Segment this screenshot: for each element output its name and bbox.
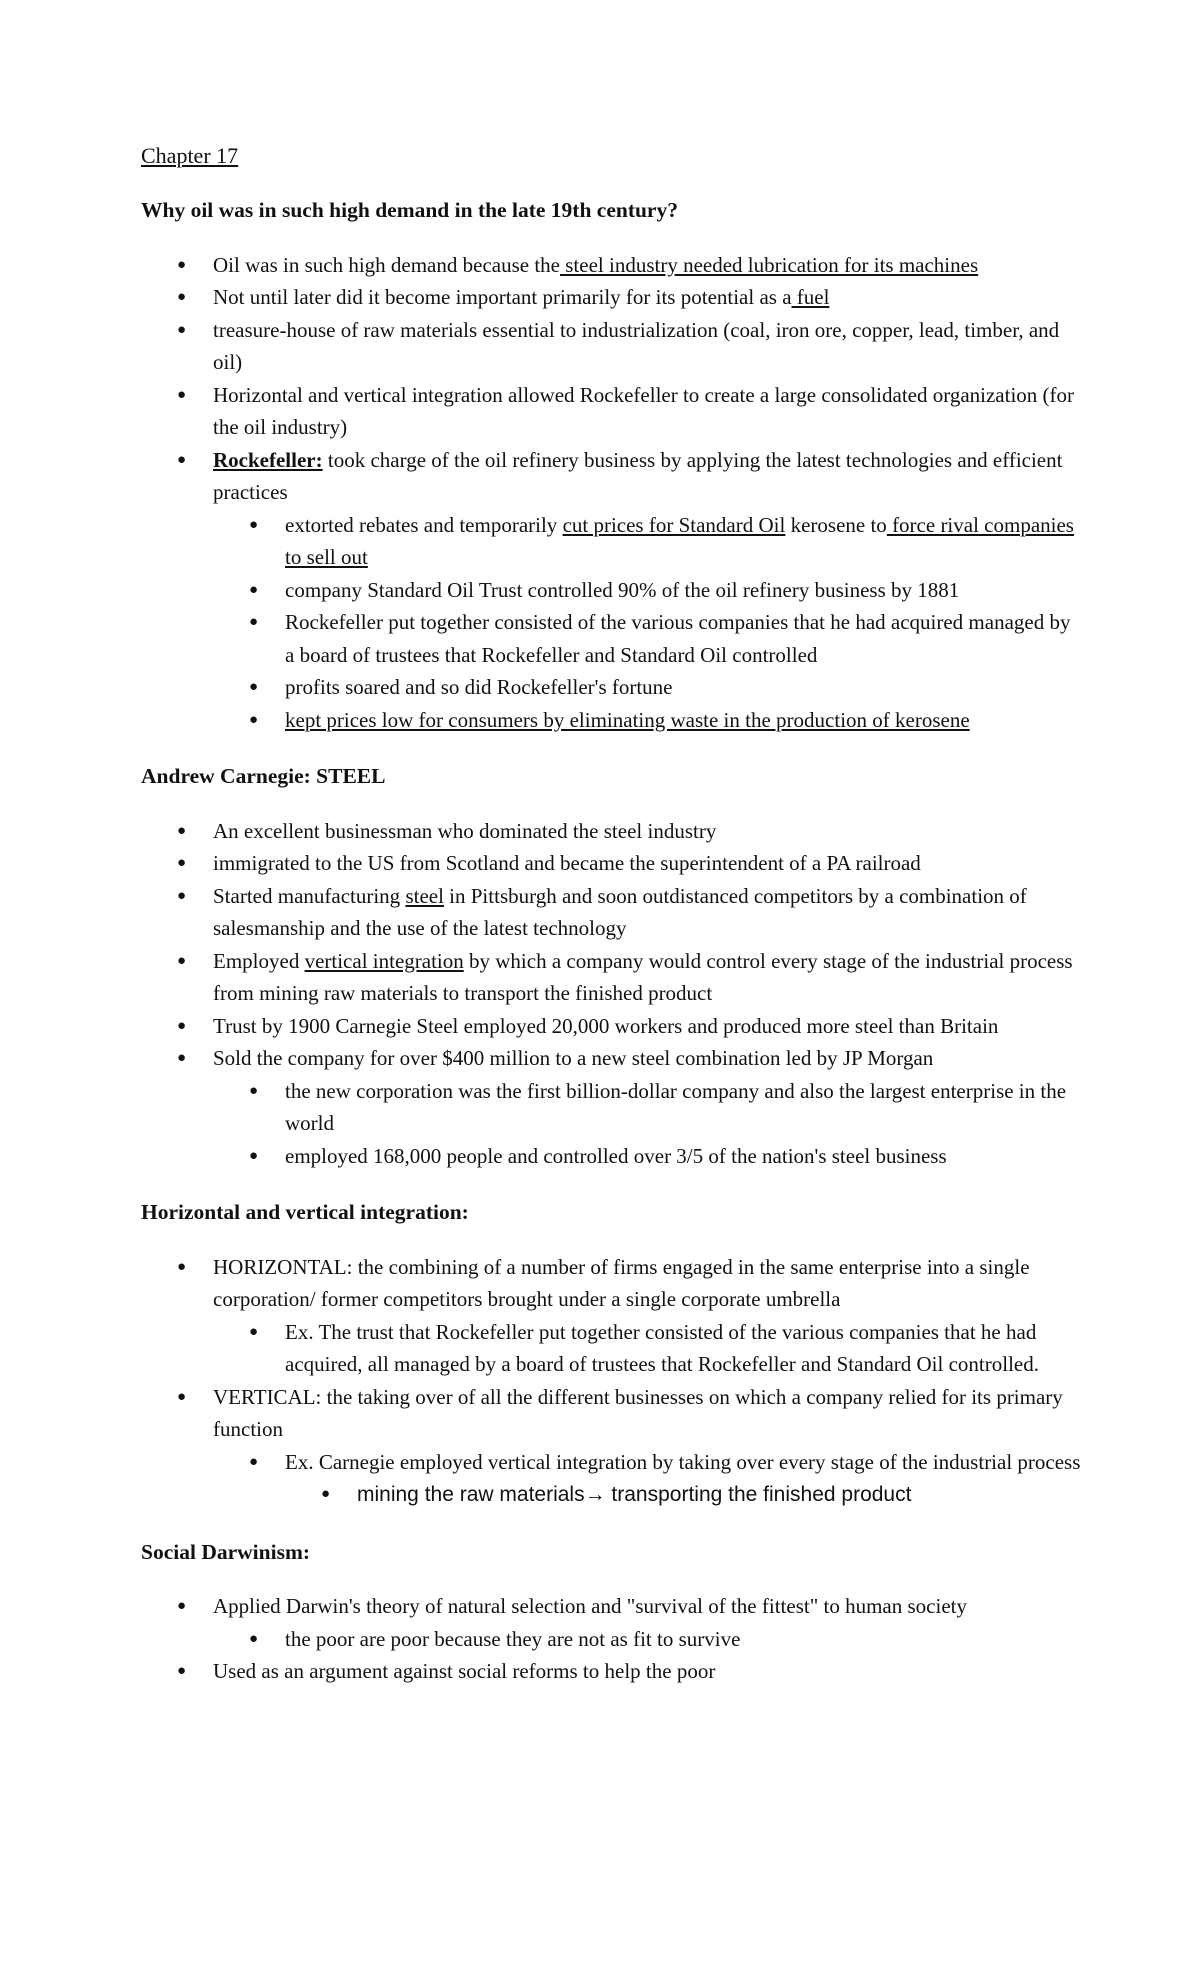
list-item: ● HORIZONTAL: the combining of a number of firms engaged in the same enterprise into a single corporation/ former competitors brought under a single corporate umbrella ● Ex. The trust that Rockefeller put together consisted of the various companies that he had acquired, all managed by a board of trustees that Rockefeller and Standard Oil controlled. [141, 1251, 1081, 1381]
list-item: ● Employed vertical integration by which a company would control every stage of the industrial process from mining raw materials to transport the finished product [141, 945, 1081, 1010]
list-item: ● Sold the company for over $400 million to a new steel combination led by JP Morgan ● the new corporation was the first billion-dollar company and also the largest enterprise in the world ● employed 168,000 people and controlled over 3/5 of the nation's steel business [141, 1042, 1081, 1172]
list-item: ● profits soared and so did Rockefeller's fortune [213, 671, 1081, 704]
list-item: ● the poor are poor because they are not as fit to survive [213, 1623, 1081, 1656]
section-heading-integration: Horizontal and vertical integration: [141, 1200, 469, 1224]
bullet-icon: ● [177, 855, 187, 871]
list-item: ● Rockefeller: took charge of the oil refinery business by applying the latest technologies and efficient practices ● extorted rebates and temporarily cut prices for Standard Oil kerosene to force rival companies to sell out ● company Standard Oil Trust controlled 90% of the oil refinery business by 1881 ● Rockefeller put together consisted of the various companies that he had acquired managed by a board of trustees that Rockefeller and Standard Oil controlled ● profits soared and so did Rockefeller's fortune ● kept prices low for consumers by eliminating waste in the production of kerosene [141, 444, 1081, 737]
list-item: ● Started manufacturing steel in Pittsburgh and soon outdistanced competitors by a combination of salesmanship and the use of the latest technology [141, 880, 1081, 945]
rockefeller-label: Rockefeller: [213, 447, 323, 472]
section-heading-carnegie: Andrew Carnegie: STEEL [141, 764, 386, 788]
bullet-icon: ● [321, 1486, 331, 1502]
bullet-icon: ● [249, 679, 259, 695]
bullet-icon: ● [249, 1082, 259, 1099]
bullet-icon: ● [177, 256, 187, 273]
bullet-icon: ● [177, 451, 187, 468]
bullet-icon: ● [177, 1598, 187, 1614]
darwinism-list [141, 1590, 1081, 1688]
bullet-icon: ● [249, 1147, 259, 1164]
bullet-icon: ● [249, 614, 259, 630]
list-item: ● VERTICAL: the taking over of all the different businesses on which a company relied for its primary function ● Ex. Carnegie employed vertical integration by taking over every stage of the industrial process ● mining the raw materials→ transporting the finished product [141, 1381, 1081, 1512]
list-item: ● Ex. Carnegie employed vertical integration by taking over every stage of the industrial process ● mining the raw materials→ transporting the finished product [213, 1446, 1081, 1512]
bullet-icon: ● [177, 1258, 187, 1275]
document-page [141, 140, 1081, 1688]
vertical-sublist [141, 1446, 1081, 1512]
list-item: ● Used as an argument against social reforms to help the poor [141, 1655, 1081, 1688]
bullet-icon: ● [177, 822, 187, 839]
bullet-icon: ● [249, 1323, 259, 1340]
list-item: ● Rockefeller put together consisted of the various companies that he had acquired managed by a board of trustees that Rockefeller and Standard Oil controlled [213, 606, 1081, 671]
bullet-icon: ● [177, 289, 187, 305]
carnegie-list [141, 815, 1081, 1173]
list-item: ● extorted rebates and temporarily cut prices for Standard Oil kerosene to force rival companies to sell out [213, 509, 1081, 574]
bullet-icon: ● [177, 1050, 187, 1066]
horizontal-sublist [141, 1316, 1081, 1381]
bullet-icon: ● [177, 1388, 187, 1405]
bullet-icon: ● [177, 386, 187, 403]
rockefeller-sublist [141, 509, 1081, 737]
list-item: ● Trust by 1900 Carnegie Steel employed 20,000 workers and produced more steel than Britain [141, 1010, 1081, 1043]
list-item: ● company Standard Oil Trust controlled 90% of the oil refinery business by 1881 [213, 574, 1081, 607]
bullet-icon: ● [177, 1663, 187, 1679]
list-item: ● Not until later did it become important primarily for its potential as a fuel [141, 281, 1081, 314]
darwinism-sublist [141, 1623, 1081, 1656]
list-item: ● Applied Darwin's theory of natural selection and "survival of the fittest" to human society ● the poor are poor because they are not as fit to survive [141, 1590, 1081, 1655]
bullet-icon: ● [177, 952, 187, 969]
list-item: ● Oil was in such high demand because the steel industry needed lubrication for its machines [141, 249, 1081, 282]
carnegie-sublist [141, 1075, 1081, 1173]
list-item: ● kept prices low for consumers by eliminating waste in the production of kerosene [213, 704, 1081, 737]
bullet-icon: ● [249, 1453, 259, 1470]
list-item: ● mining the raw materials→ transporting the finished product [285, 1478, 1081, 1512]
list-item: ● employed 168,000 people and controlled over 3/5 of the nation's steel business [213, 1140, 1081, 1173]
integration-list [141, 1251, 1081, 1512]
list-item: ● immigrated to the US from Scotland and became the superintendent of a PA railroad [141, 847, 1081, 880]
list-item: ● the new corporation was the first billion-dollar company and also the largest enterprise in the world [213, 1075, 1081, 1140]
list-item: ● treasure-house of raw materials essential to industrialization (coal, iron ore, copper, lead, timber, and oil) [141, 314, 1081, 379]
list-item: ● Ex. The trust that Rockefeller put together consisted of the various companies that he had acquired, all managed by a board of trustees that Rockefeller and Standard Oil controlled. [213, 1316, 1081, 1381]
oil-list [141, 249, 1081, 737]
bullet-icon: ● [249, 1630, 259, 1647]
vertical-subsublist [213, 1478, 1081, 1512]
section-heading-darwinism: Social Darwinism: [141, 1539, 311, 1564]
bullet-icon: ● [249, 711, 259, 728]
bullet-icon: ● [249, 516, 259, 533]
list-item: ● Horizontal and vertical integration allowed Rockefeller to create a large consolidated organization (for the oil industry) [141, 379, 1081, 444]
bullet-icon: ● [177, 321, 187, 338]
bullet-icon: ● [177, 887, 187, 904]
chapter-title: Chapter 17 [141, 143, 239, 168]
section-heading-oil: Why oil was in such high demand in the late 19th century? [141, 198, 678, 222]
bullet-icon: ● [177, 1017, 187, 1034]
list-item: ● An excellent businessman who dominated the steel industry [141, 815, 1081, 848]
bullet-icon: ● [249, 581, 259, 598]
